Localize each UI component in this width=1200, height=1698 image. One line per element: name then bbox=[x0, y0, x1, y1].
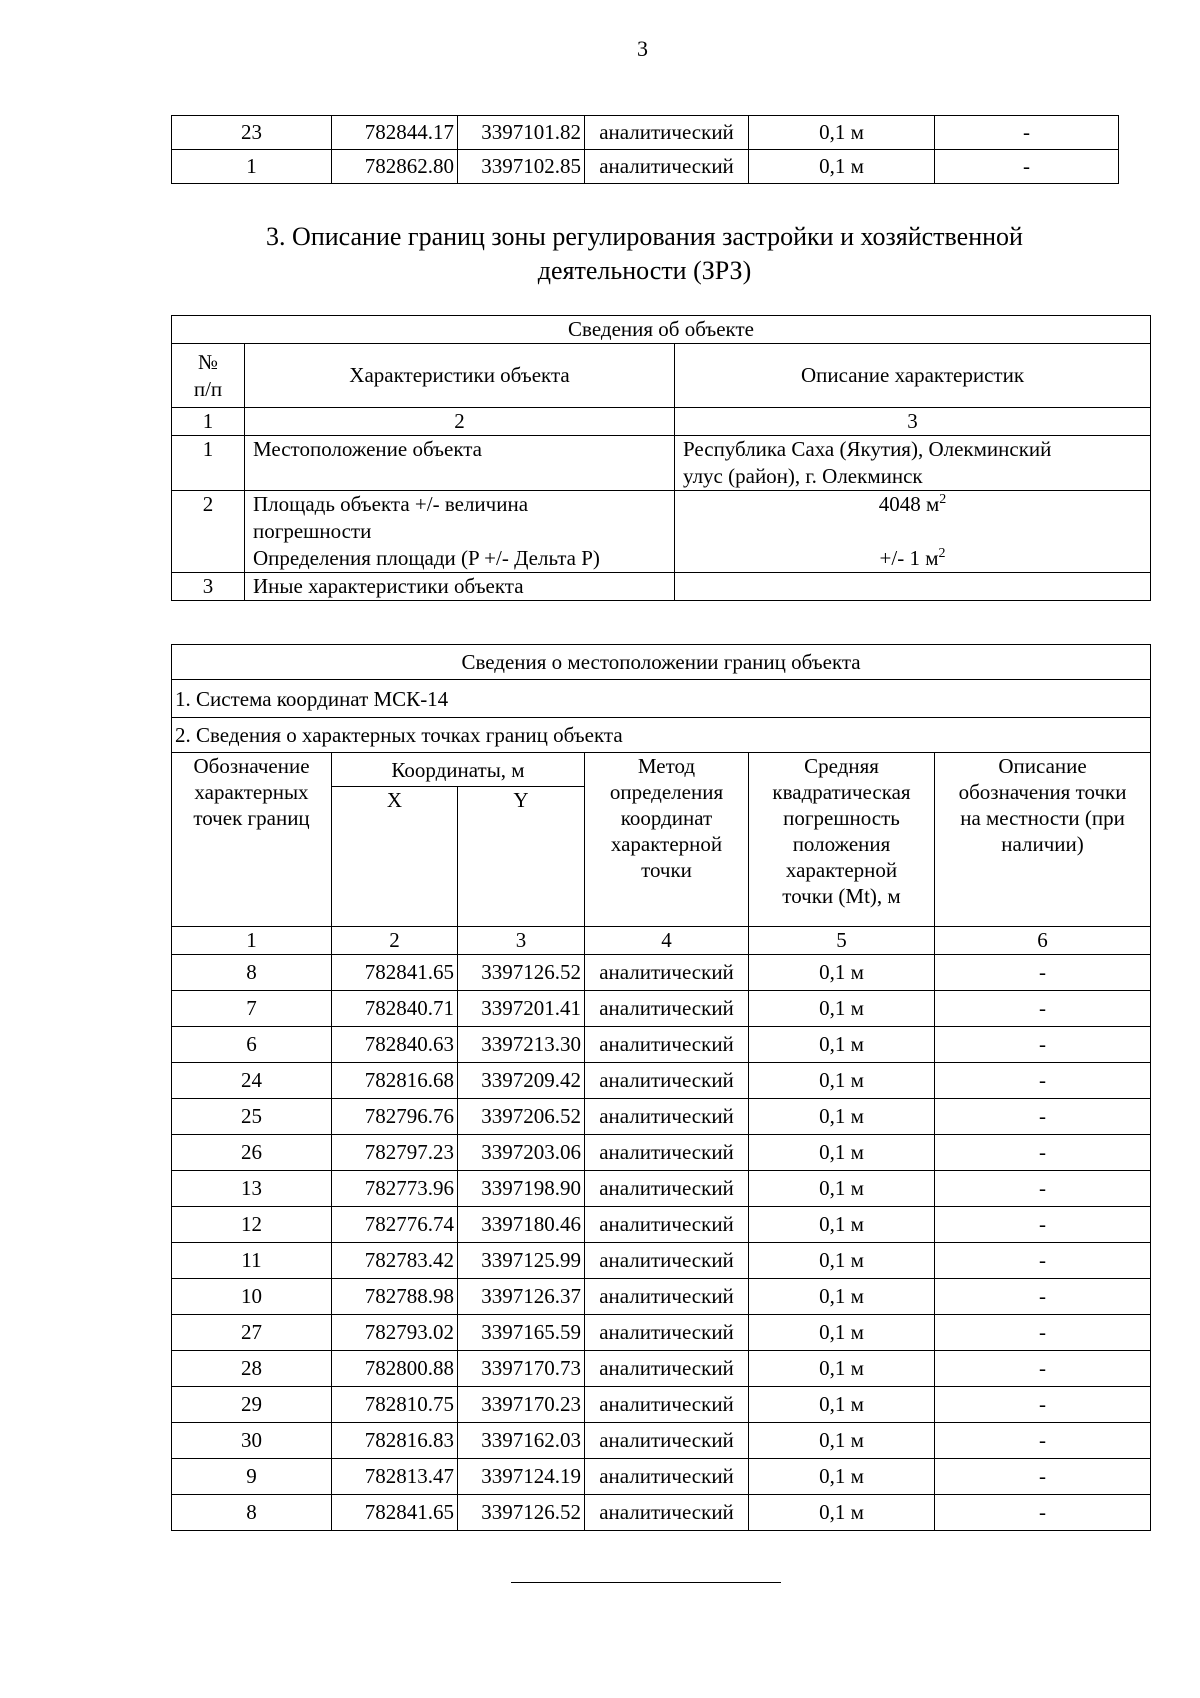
header-description-line: на местности (при bbox=[960, 806, 1125, 830]
y-coordinate-cell: 3397126.52 bbox=[458, 955, 585, 991]
table-row bbox=[172, 150, 1119, 184]
method-cell: аналитический bbox=[585, 1099, 749, 1135]
x-coordinate-cell: 782800.88 bbox=[332, 1351, 458, 1387]
header-error-line: Средняя bbox=[804, 754, 879, 778]
location-value bbox=[675, 436, 1151, 491]
error-cell: 0,1 м bbox=[749, 150, 935, 184]
error-cell: 0,1 м bbox=[749, 1495, 935, 1531]
method-cell: аналитический bbox=[585, 1387, 749, 1423]
table-row bbox=[172, 1423, 1151, 1459]
index-cell: 3 bbox=[675, 408, 1151, 436]
x-coordinate-cell: 782816.83 bbox=[332, 1423, 458, 1459]
point-number-cell: 25 bbox=[172, 1099, 332, 1135]
y-coordinate-cell: 3397102.85 bbox=[458, 150, 585, 184]
y-coordinate-cell: 3397203.06 bbox=[458, 1135, 585, 1171]
index-cell: 3 bbox=[458, 927, 585, 955]
description-cell: - bbox=[935, 1459, 1151, 1495]
header-coordinates: Координаты, м bbox=[332, 753, 585, 787]
previous-points-table bbox=[171, 115, 1119, 184]
point-number-cell: 28 bbox=[172, 1351, 332, 1387]
error-cell: 0,1 м bbox=[749, 1207, 935, 1243]
y-coordinate-cell: 3397209.42 bbox=[458, 1063, 585, 1099]
method-cell: аналитический bbox=[585, 1135, 749, 1171]
area-label-line-3: Определения площади (P +/- Дельта P) bbox=[253, 546, 600, 570]
row-number: 2 bbox=[172, 491, 245, 573]
error-cell: 0,1 м bbox=[749, 1423, 935, 1459]
table-row bbox=[172, 1063, 1151, 1099]
method-cell: аналитический bbox=[585, 1279, 749, 1315]
y-coordinate-cell: 3397170.23 bbox=[458, 1387, 585, 1423]
y-coordinate-cell: 3397180.46 bbox=[458, 1207, 585, 1243]
object-info-table bbox=[171, 315, 1151, 601]
point-number-cell: 29 bbox=[172, 1387, 332, 1423]
point-number-cell: 13 bbox=[172, 1171, 332, 1207]
method-cell: аналитический bbox=[585, 1459, 749, 1495]
description-cell: - bbox=[935, 1243, 1151, 1279]
header-designation-line: характерных bbox=[194, 780, 309, 804]
y-coordinate-cell: 3397206.52 bbox=[458, 1099, 585, 1135]
method-cell: аналитический bbox=[585, 1027, 749, 1063]
header-description-line: обозначения точки bbox=[958, 780, 1127, 804]
description-cell: - bbox=[935, 991, 1151, 1027]
y-coordinate-cell: 3397165.59 bbox=[458, 1315, 585, 1351]
description-cell: - bbox=[935, 1171, 1151, 1207]
table-row bbox=[172, 1315, 1151, 1351]
table-row bbox=[172, 1387, 1151, 1423]
index-cell: 2 bbox=[245, 408, 675, 436]
header-error-line: квадратическая bbox=[772, 780, 911, 804]
header-error-line: точки (Mt), м bbox=[782, 884, 901, 908]
y-coordinate-cell: 3397124.19 bbox=[458, 1459, 585, 1495]
table-row bbox=[172, 1495, 1151, 1531]
x-coordinate-cell: 782813.47 bbox=[332, 1459, 458, 1495]
index-cell: 5 bbox=[749, 927, 935, 955]
table-row bbox=[172, 1279, 1151, 1315]
description-cell: - bbox=[935, 1063, 1151, 1099]
error-cell: 0,1 м bbox=[749, 1099, 935, 1135]
row-number: 3 bbox=[172, 573, 245, 601]
header-x: X bbox=[332, 787, 458, 927]
method-cell: аналитический bbox=[585, 1207, 749, 1243]
area-label-line-2: погрешности bbox=[253, 519, 372, 543]
method-cell: аналитический bbox=[585, 1423, 749, 1459]
header-method-line: Метод bbox=[637, 754, 696, 778]
x-coordinate-cell: 782796.76 bbox=[332, 1099, 458, 1135]
area-tolerance-sup: 2 bbox=[938, 546, 946, 561]
description-cell: - bbox=[935, 116, 1119, 150]
table-row bbox=[172, 1207, 1151, 1243]
section-heading bbox=[171, 220, 1118, 288]
description-cell: - bbox=[935, 1099, 1151, 1135]
x-coordinate-cell: 782783.42 bbox=[332, 1243, 458, 1279]
point-number-cell: 26 bbox=[172, 1135, 332, 1171]
description-cell: - bbox=[935, 1351, 1151, 1387]
col-header-number-line-2: п/п bbox=[193, 376, 223, 401]
area-tolerance bbox=[679, 545, 1146, 572]
page-number: 3 bbox=[637, 36, 648, 61]
section-heading-line-1: 3. Описание границ зоны регулирования застройки и хозяйственной bbox=[266, 222, 1023, 251]
boundary-points-table bbox=[171, 644, 1151, 1531]
header-error-line: положения bbox=[792, 832, 891, 856]
area-value bbox=[675, 491, 1151, 573]
header-description-line: Описание bbox=[998, 754, 1087, 778]
method-cell: аналитический bbox=[585, 1171, 749, 1207]
index-cell: 2 bbox=[332, 927, 458, 955]
error-cell: 0,1 м bbox=[749, 1063, 935, 1099]
y-coordinate-cell: 3397126.52 bbox=[458, 1495, 585, 1531]
method-cell: аналитический bbox=[585, 991, 749, 1027]
header-method-line: координат bbox=[620, 806, 713, 830]
x-coordinate-cell: 782797.23 bbox=[332, 1135, 458, 1171]
area-amount-sup: 2 bbox=[939, 492, 947, 507]
location-label: Местоположение объекта bbox=[245, 436, 675, 491]
description-cell: - bbox=[935, 955, 1151, 991]
error-cell: 0,1 м bbox=[749, 1135, 935, 1171]
point-number-cell: 24 bbox=[172, 1063, 332, 1099]
location-table-title: Сведения о местоположении границ объекта bbox=[172, 645, 1151, 680]
header-method-line: определения bbox=[609, 780, 724, 804]
description-cell: - bbox=[935, 150, 1119, 184]
index-cell: 1 bbox=[172, 927, 332, 955]
x-coordinate-cell: 782862.80 bbox=[332, 150, 458, 184]
row-number: 1 bbox=[172, 436, 245, 491]
error-cell: 0,1 м bbox=[749, 1279, 935, 1315]
point-number-cell: 9 bbox=[172, 1459, 332, 1495]
x-coordinate-cell: 782841.65 bbox=[332, 1495, 458, 1531]
area-label bbox=[245, 491, 675, 573]
footer-divider bbox=[511, 1582, 781, 1583]
error-cell: 0,1 м bbox=[749, 1315, 935, 1351]
description-cell: - bbox=[935, 1279, 1151, 1315]
col-header-number-line-1: № bbox=[197, 349, 219, 374]
header-method-line: точки bbox=[641, 858, 692, 882]
y-coordinate-cell: 3397201.41 bbox=[458, 991, 585, 1027]
header-error-line: погрешность bbox=[783, 806, 900, 830]
description-cell: - bbox=[935, 1423, 1151, 1459]
point-number-cell: 1 bbox=[172, 150, 332, 184]
point-number-cell: 8 bbox=[172, 1495, 332, 1531]
y-coordinate-cell: 3397170.73 bbox=[458, 1351, 585, 1387]
error-cell: 0,1 м bbox=[749, 116, 935, 150]
table-row bbox=[172, 1027, 1151, 1063]
method-cell: аналитический bbox=[585, 1351, 749, 1387]
description-cell: - bbox=[935, 1027, 1151, 1063]
table-row bbox=[172, 116, 1119, 150]
x-coordinate-cell: 782840.63 bbox=[332, 1027, 458, 1063]
point-number-cell: 10 bbox=[172, 1279, 332, 1315]
area-tolerance-text: +/- 1 м bbox=[879, 546, 939, 570]
method-cell: аналитический bbox=[585, 1243, 749, 1279]
col-header-characteristics: Характеристики объекта bbox=[245, 344, 675, 408]
other-characteristics-label: Иные характеристики объекта bbox=[245, 573, 675, 601]
error-cell: 0,1 м bbox=[749, 1243, 935, 1279]
point-number-cell: 23 bbox=[172, 116, 332, 150]
header-error-line: характерной bbox=[785, 858, 898, 882]
header-method bbox=[585, 753, 749, 927]
error-cell: 0,1 м bbox=[749, 1171, 935, 1207]
table-row bbox=[172, 991, 1151, 1027]
point-number-cell: 8 bbox=[172, 955, 332, 991]
method-cell: аналитический bbox=[585, 1315, 749, 1351]
description-cell: - bbox=[935, 1387, 1151, 1423]
x-coordinate-cell: 782793.02 bbox=[332, 1315, 458, 1351]
description-cell: - bbox=[935, 1207, 1151, 1243]
x-coordinate-cell: 782773.96 bbox=[332, 1171, 458, 1207]
point-number-cell: 6 bbox=[172, 1027, 332, 1063]
y-coordinate-cell: 3397198.90 bbox=[458, 1171, 585, 1207]
error-cell: 0,1 м bbox=[749, 1027, 935, 1063]
description-cell: - bbox=[935, 1315, 1151, 1351]
y-coordinate-cell: 3397162.03 bbox=[458, 1423, 585, 1459]
header-method-line: характерной bbox=[610, 832, 723, 856]
method-cell: аналитический bbox=[585, 1063, 749, 1099]
x-coordinate-cell: 782816.68 bbox=[332, 1063, 458, 1099]
header-error bbox=[749, 753, 935, 927]
col-header-number bbox=[172, 344, 245, 408]
header-y: Y bbox=[458, 787, 585, 927]
point-number-cell: 27 bbox=[172, 1315, 332, 1351]
area-amount bbox=[679, 491, 1146, 518]
table-row bbox=[172, 1171, 1151, 1207]
error-cell: 0,1 м bbox=[749, 1459, 935, 1495]
point-number-cell: 11 bbox=[172, 1243, 332, 1279]
header-description-line: наличии) bbox=[1001, 832, 1084, 856]
x-coordinate-cell: 782810.75 bbox=[332, 1387, 458, 1423]
point-number-cell: 12 bbox=[172, 1207, 332, 1243]
header-designation-line: Обозначение bbox=[193, 754, 310, 778]
error-cell: 0,1 м bbox=[749, 955, 935, 991]
object-table-title: Сведения об объекте bbox=[172, 316, 1151, 344]
index-cell: 4 bbox=[585, 927, 749, 955]
error-cell: 0,1 м bbox=[749, 991, 935, 1027]
table-row bbox=[172, 955, 1151, 991]
x-coordinate-cell: 782776.74 bbox=[332, 1207, 458, 1243]
point-number-cell: 7 bbox=[172, 991, 332, 1027]
area-amount-text: 4048 м bbox=[878, 492, 940, 516]
index-cell: 1 bbox=[172, 408, 245, 436]
coordinate-system: 1. Система координат МСК-14 bbox=[172, 680, 1151, 718]
area-label-line-1: Площадь объекта +/- величина bbox=[253, 492, 529, 516]
description-cell: - bbox=[935, 1135, 1151, 1171]
table-row bbox=[172, 1351, 1151, 1387]
points-heading: 2. Сведения о характерных точках границ объекта bbox=[172, 718, 1151, 753]
x-coordinate-cell: 782841.65 bbox=[332, 955, 458, 991]
location-value-line-2: улус (район), г. Олекминск bbox=[683, 464, 923, 488]
header-designation bbox=[172, 753, 332, 927]
table-row bbox=[172, 1135, 1151, 1171]
col-header-description: Описание характеристик bbox=[675, 344, 1151, 408]
error-cell: 0,1 м bbox=[749, 1351, 935, 1387]
y-coordinate-cell: 3397126.37 bbox=[458, 1279, 585, 1315]
method-cell: аналитический bbox=[585, 150, 749, 184]
table-row bbox=[172, 1459, 1151, 1495]
x-coordinate-cell: 782788.98 bbox=[332, 1279, 458, 1315]
method-cell: аналитический bbox=[585, 116, 749, 150]
x-coordinate-cell: 782840.71 bbox=[332, 991, 458, 1027]
section-heading-line-2: деятельности (ЗРЗ) bbox=[537, 256, 752, 285]
error-cell: 0,1 м bbox=[749, 1387, 935, 1423]
index-cell: 6 bbox=[935, 927, 1151, 955]
y-coordinate-cell: 3397101.82 bbox=[458, 116, 585, 150]
method-cell: аналитический bbox=[585, 1495, 749, 1531]
header-description bbox=[935, 753, 1151, 927]
y-coordinate-cell: 3397213.30 bbox=[458, 1027, 585, 1063]
table-row bbox=[172, 1243, 1151, 1279]
x-coordinate-cell: 782844.17 bbox=[332, 116, 458, 150]
y-coordinate-cell: 3397125.99 bbox=[458, 1243, 585, 1279]
other-characteristics-value bbox=[675, 573, 1151, 601]
method-cell: аналитический bbox=[585, 955, 749, 991]
description-cell: - bbox=[935, 1495, 1151, 1531]
table-row bbox=[172, 1099, 1151, 1135]
point-number-cell: 30 bbox=[172, 1423, 332, 1459]
location-value-line-1: Республика Саха (Якутия), Олекминский bbox=[683, 437, 1052, 461]
header-designation-line: точек границ bbox=[193, 806, 310, 830]
